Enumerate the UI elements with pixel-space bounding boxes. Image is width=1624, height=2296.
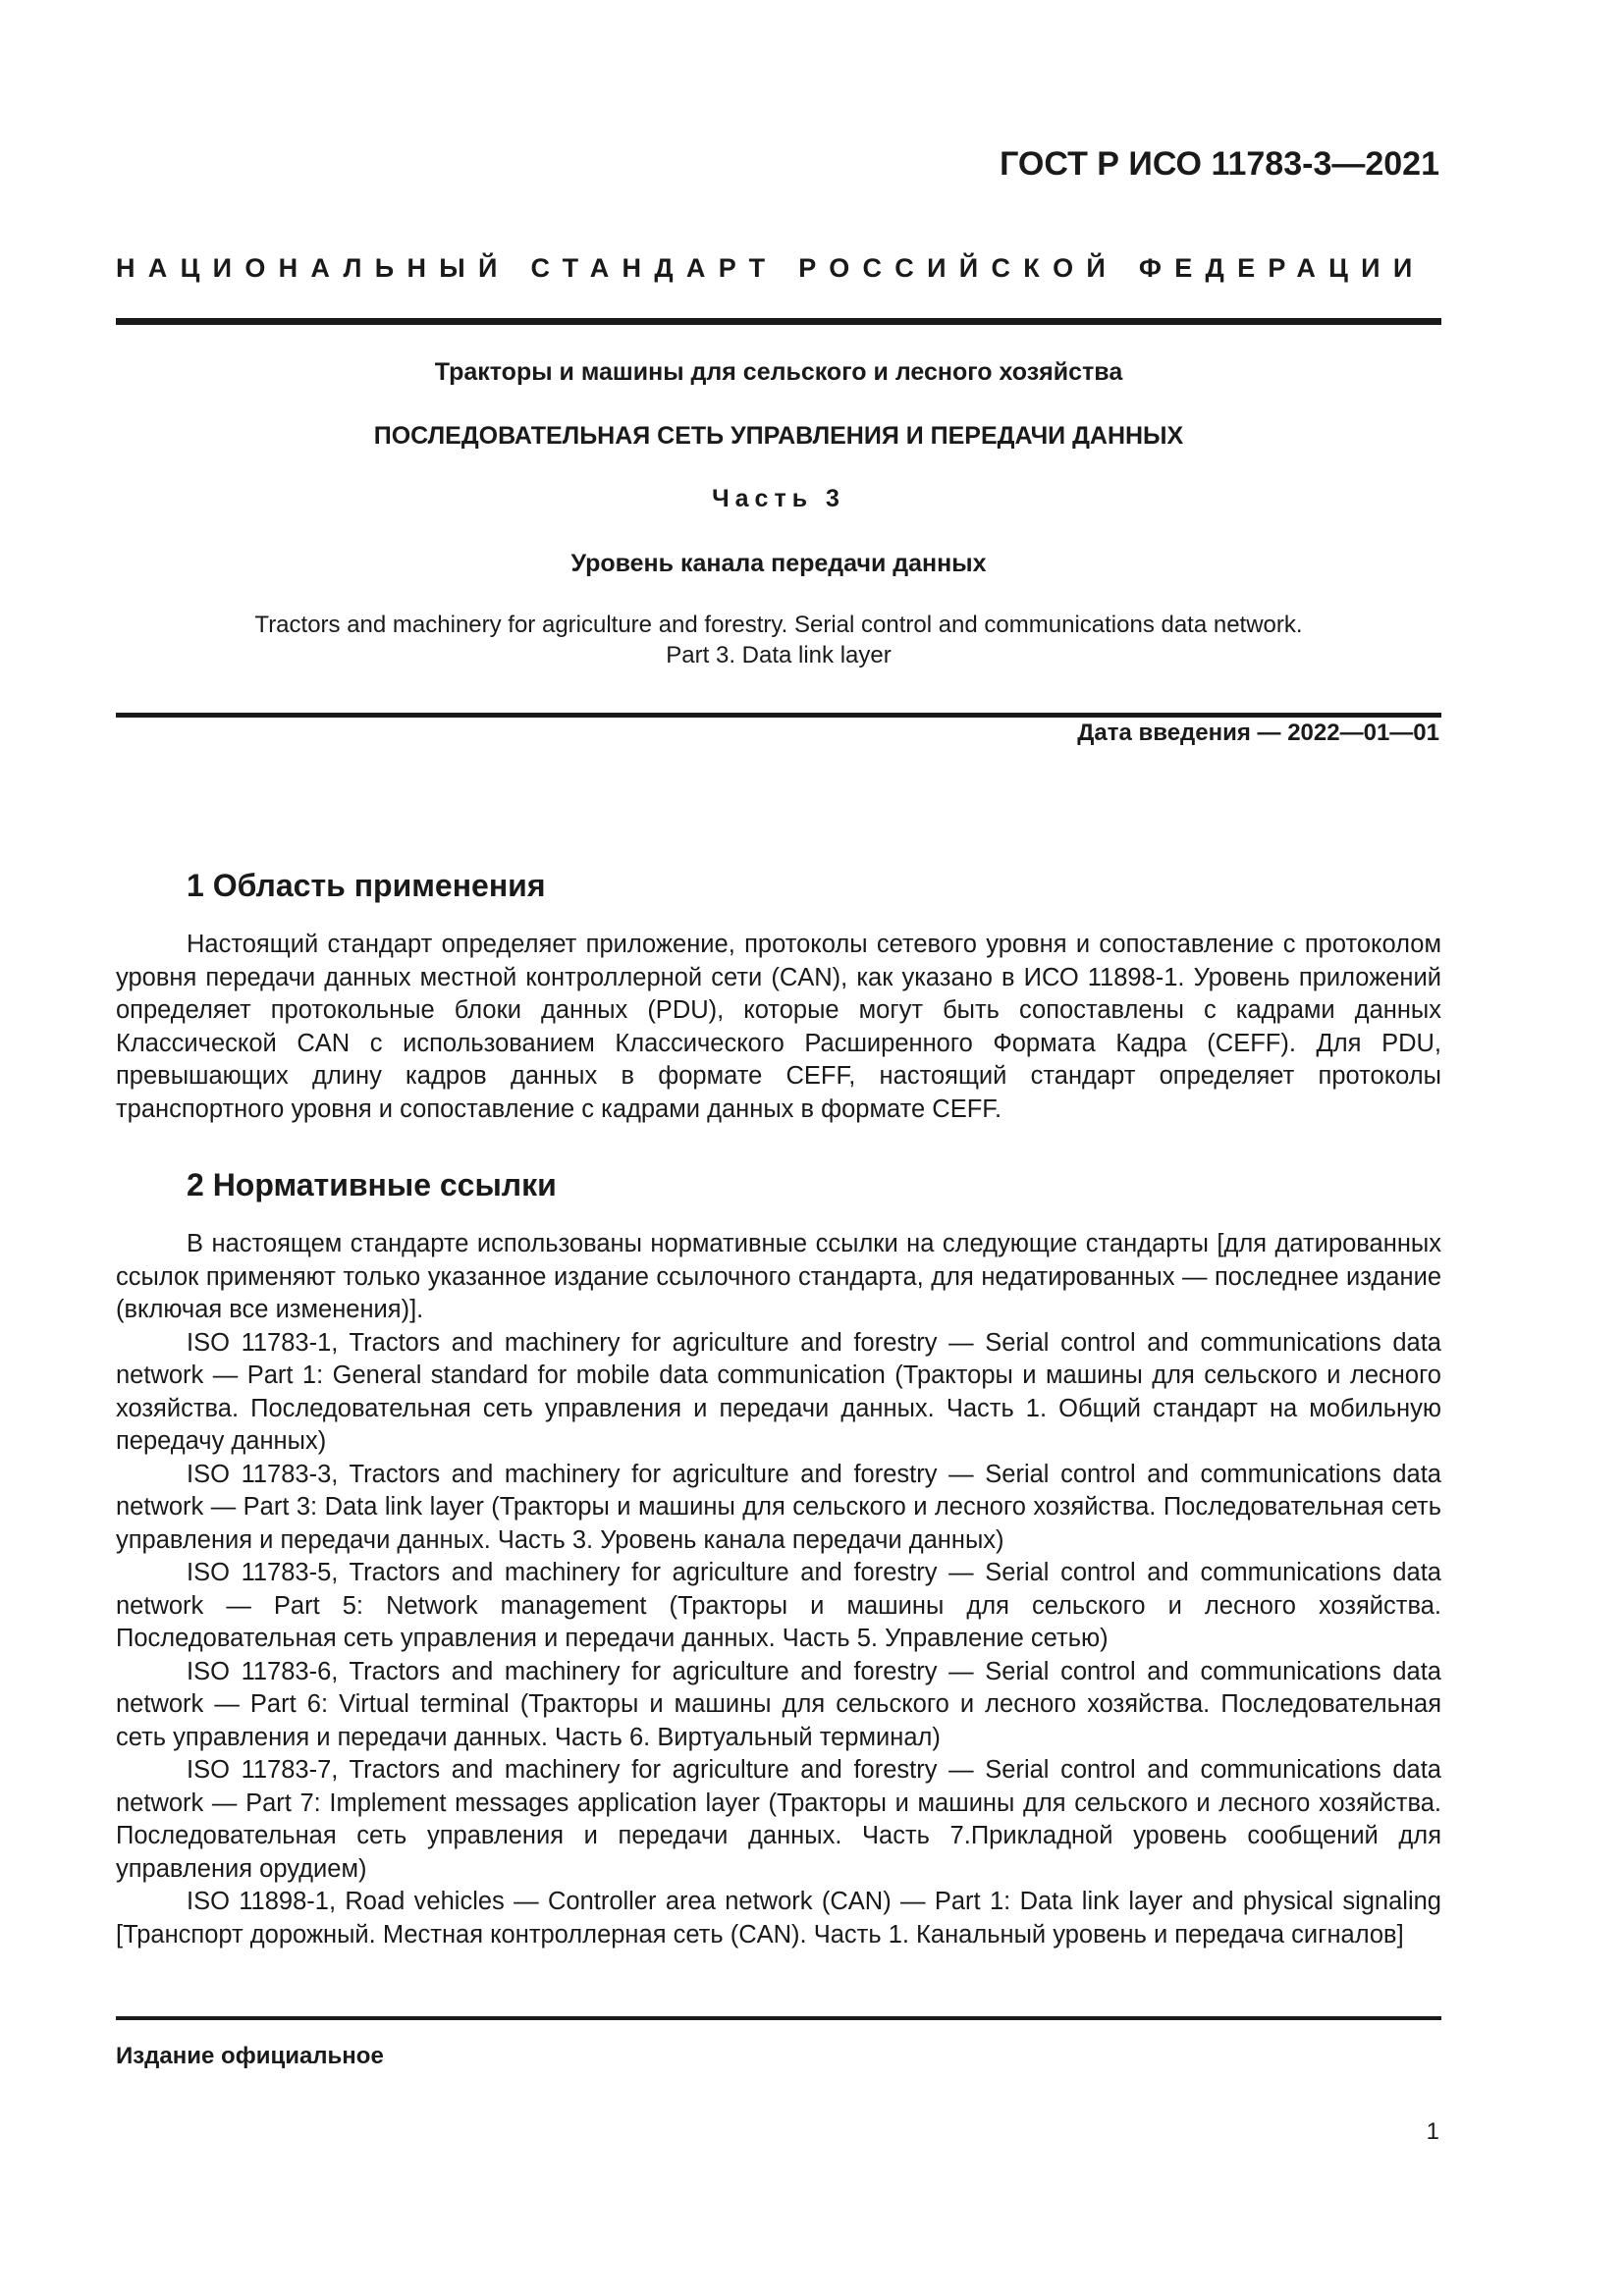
official-edition-label: Издание официальное xyxy=(116,2043,384,2069)
header-rule xyxy=(116,318,1441,325)
part-number: Часть 3 xyxy=(712,485,845,512)
page-number: 1 xyxy=(1426,2118,1439,2145)
paragraph: В настоящем стандарте использованы нормативные ссылки на следующие стандарты [для датированных ссылок применяют только указанное издание ссылочного стандарта, для недатированных — последнее издание (включая все изменения)]. xyxy=(116,1230,1441,1323)
date-of-introduction: Дата введения — 2022—01—01 xyxy=(1077,720,1439,746)
title-line-2: ПОСЛЕДОВАТЕЛЬНАЯ СЕТЬ УПРАВЛЕНИЯ И ПЕРЕДАЧИ ДАННЫХ xyxy=(373,422,1184,450)
english-title-line-2: Part 3. Data link layer xyxy=(666,642,892,668)
reference-item: ISO 11783-7, Tractors and machinery for agriculture and forestry — Serial control and communications data network — Part 7: Implement messages application layer (Тракторы и машины для сельского и лесного хозяйства. Последовательная сеть управления и передачи данных. Часть 7.Прикладной уровень сообщений для управления орудием) xyxy=(116,1756,1441,1883)
section-heading-normative-references: 2 Нормативные ссылки xyxy=(187,1167,557,1202)
national-standard-banner: НАЦИОНАЛЬНЫЙ СТАНДАРТ РОССИЙСКОЙ ФЕДЕРАЦИИ xyxy=(116,253,1426,283)
footer-rule xyxy=(116,2016,1441,2020)
subtitle: Уровень канала передачи данных xyxy=(570,550,987,577)
standard-code: ГОСТ Р ИСО 11783-3—2021 xyxy=(1000,145,1439,183)
title-line-1: Тракторы и машины для сельского и лесного хозяйства xyxy=(434,358,1123,386)
section-body-scope xyxy=(116,929,1441,1126)
reference-item: ISO 11783-1, Tractors and machinery for agriculture and forestry — Serial control and communications data network — Part 1: General standard for mobile data communication (Тракторы и машины для сельского и лесного хозяйства. Последовательная сеть управления и передачи данных. Часть 1. Общий стандарт на мобильную передачу данных) xyxy=(116,1328,1441,1455)
reference-item: ISO 11783-5, Tractors and machinery for agriculture and forestry — Serial control and communications data network — Part 5: Network management (Тракторы и машины для сельского и лесного хозяйства. Последовательная сеть управления и передачи данных. Часть 5. Управление сетью) xyxy=(116,1559,1441,1652)
reference-item: ISO 11783-6, Tractors and machinery for agriculture and forestry — Serial control and communications data network — Part 6: Virtual terminal (Тракторы и машины для сельского и лесного хозяйства. Последовательная сеть управления и передачи данных. Часть 6. Виртуальный терминал) xyxy=(116,1657,1441,1751)
section-body-normative-references xyxy=(116,1228,1441,1951)
reference-item: ISO 11783-3, Tractors and machinery for agriculture and forestry — Serial control and communications data network — Part 3: Data link layer (Тракторы и машины для сельского и лесного хозяйства. Последовательная сеть управления и передачи данных. Часть 3. Уровень канала передачи данных) xyxy=(116,1460,1441,1554)
english-title-line-1: Tractors and machinery for agriculture and forestry. Serial control and communications data network. xyxy=(254,612,1303,638)
english-title xyxy=(116,610,1441,670)
paragraph: Настоящий стандарт определяет приложение, протоколы сетевого уровня и сопоставление с протоколом уровня передачи данных местной контроллерной сети (CAN), как указано в ИСО 11898-1. Уровень приложений определяет протокольные блоки данных (PDU), которые могут быть сопоставлены с кадрами данных Классической CAN с использованием Классического Расширенного Формата Кадра (CEFF). Для PDU, превышающих длину кадров данных в формате CEFF, настоящий стандарт определяет протоколы транспортного уровня и сопоставление с кадрами данных в формате CEFF. xyxy=(116,931,1441,1123)
reference-item: ISO 11898-1, Road vehicles — Controller area network (CAN) — Part 1: Data link layer and physical signaling [Транспорт дорожный. Местная контроллерная сеть (CAN). Часть 1. Канальный уровень и передача сигналов] xyxy=(116,1888,1441,1949)
section-heading-scope: 1 Область применения xyxy=(187,868,546,903)
title-rule xyxy=(116,713,1441,718)
